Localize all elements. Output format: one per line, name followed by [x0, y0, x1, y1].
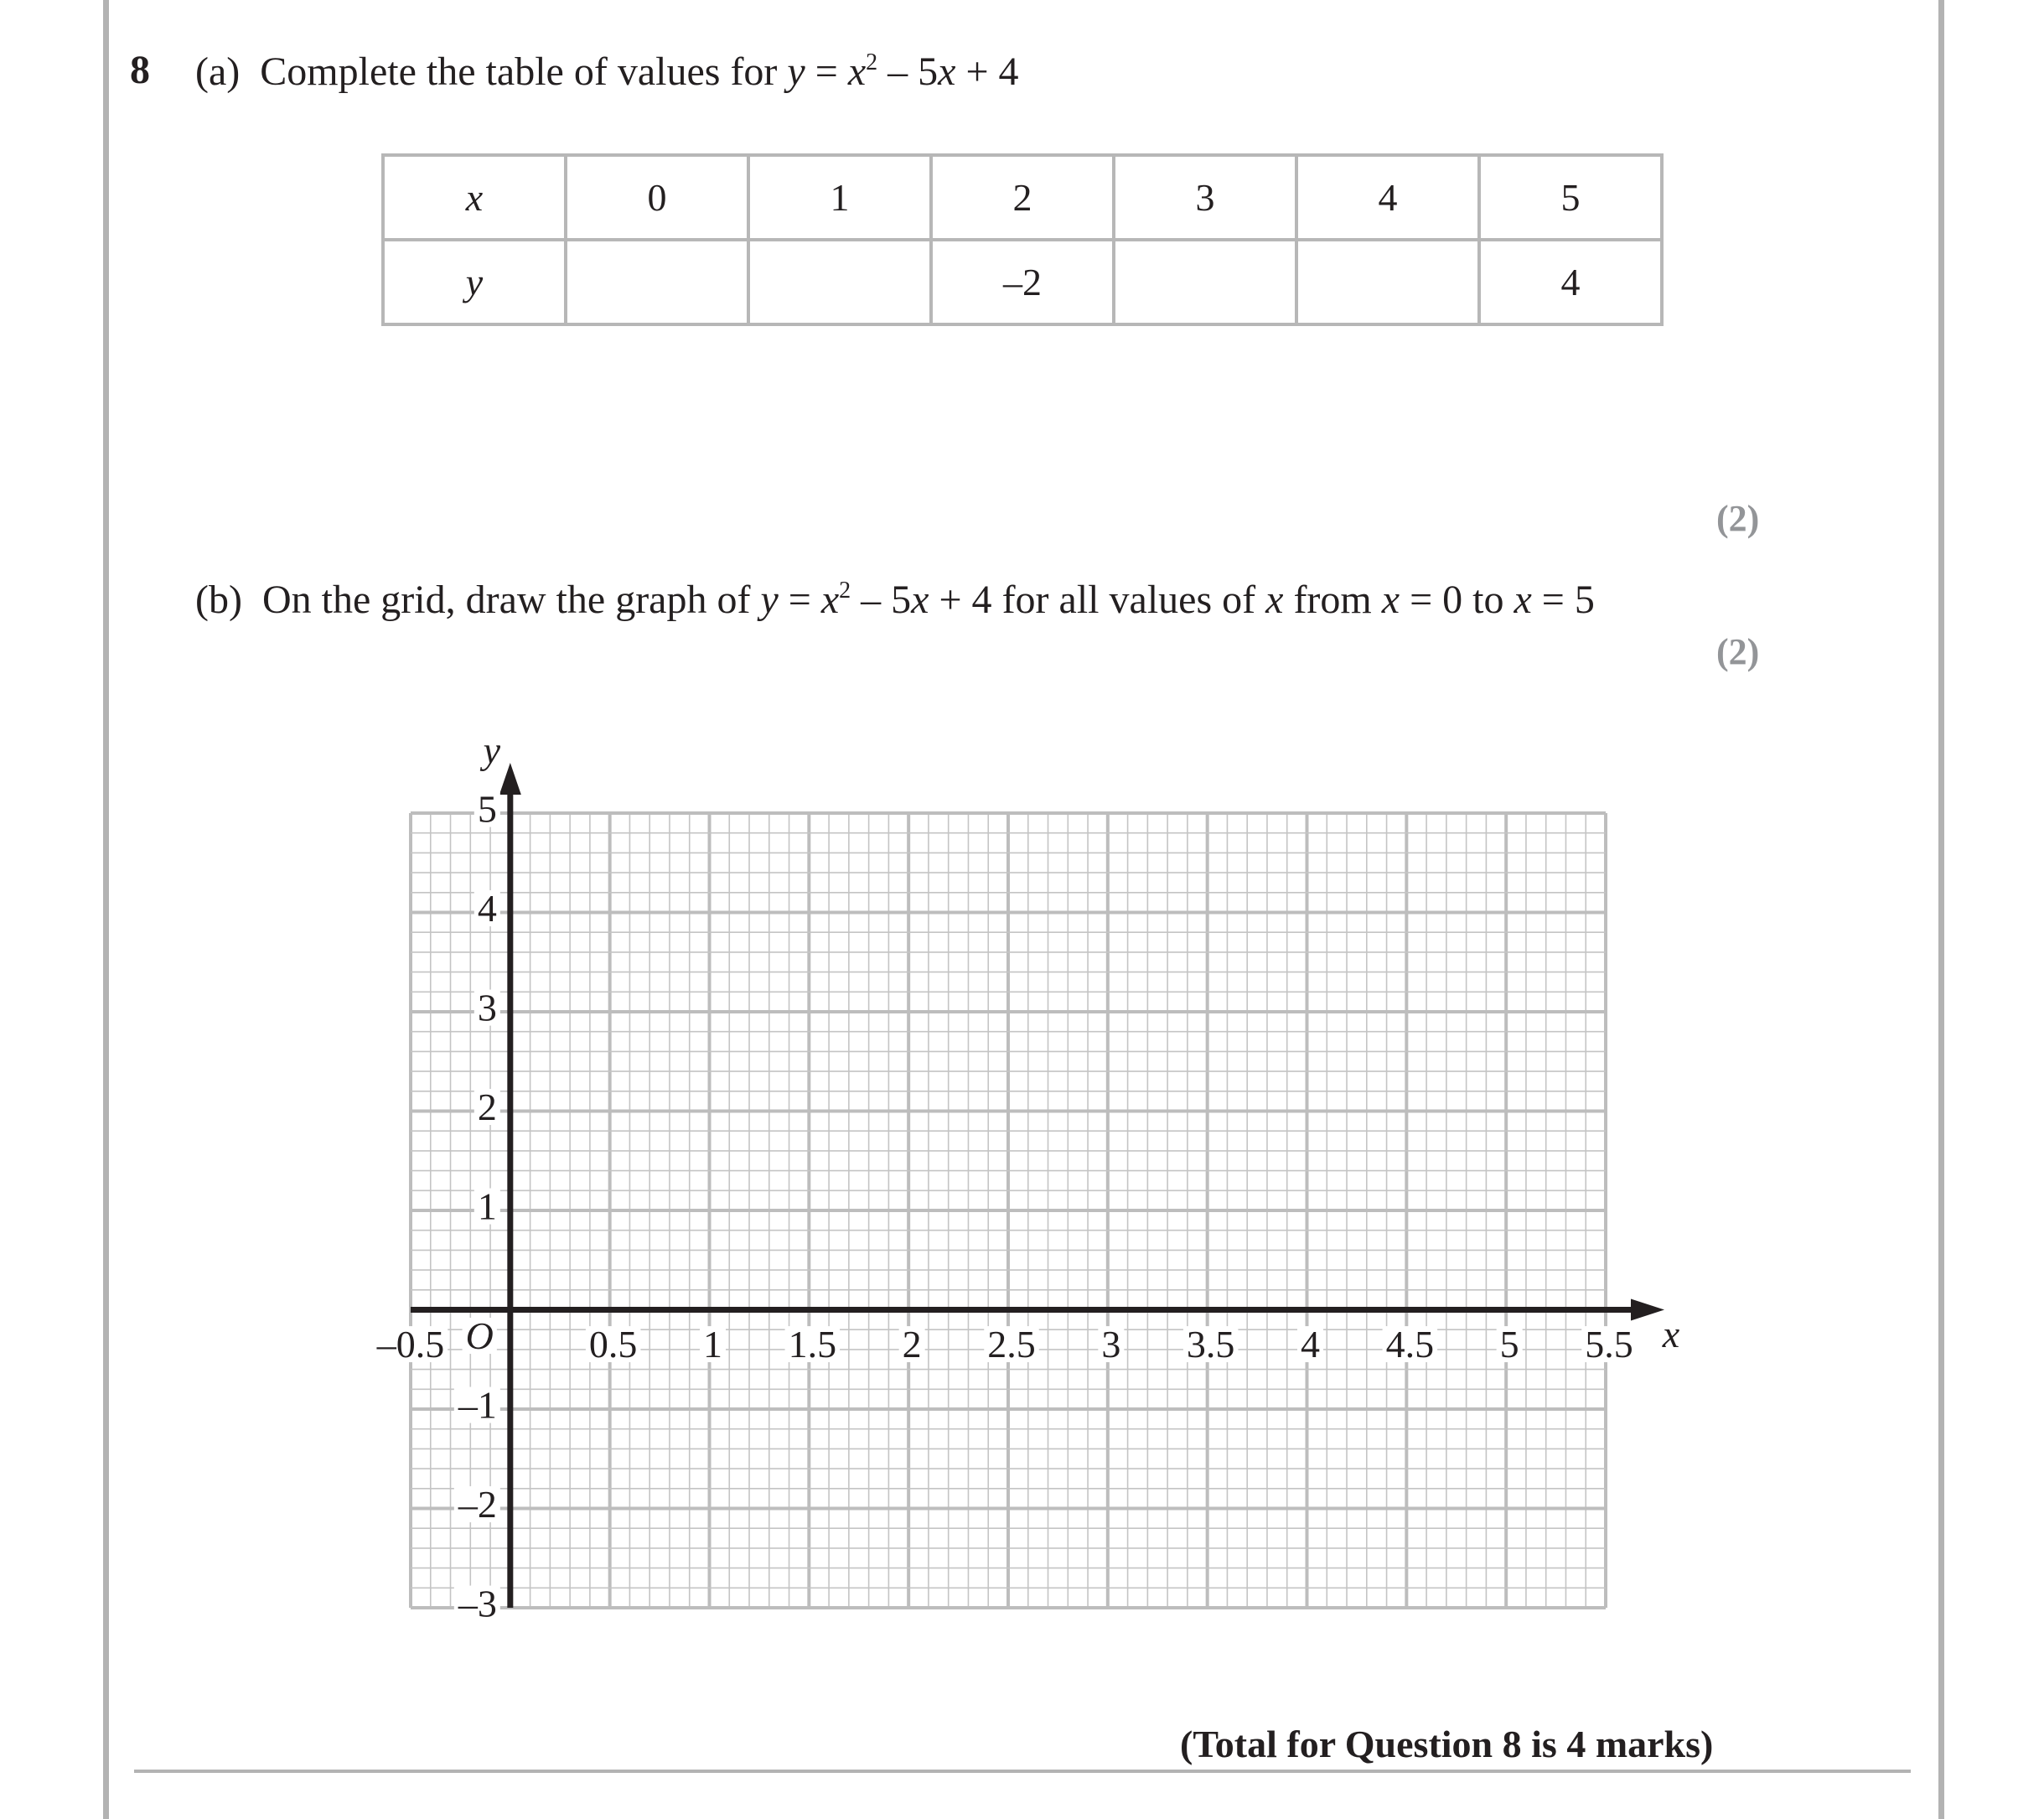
part-b-label: (b) — [195, 578, 242, 622]
part-a-equation: $y = x^2 - 5x + 4$ — [787, 49, 1019, 94]
x-tick-label: 3.5 — [1186, 1323, 1235, 1366]
table-cell-x: 1 — [748, 155, 931, 240]
part-a-label: (a) — [195, 49, 241, 94]
table-header-y: y — [383, 240, 566, 324]
table-cell-y: 4 — [1479, 240, 1662, 324]
question-number: 8 — [130, 48, 150, 92]
x-tick-label: 5.5 — [1585, 1323, 1633, 1366]
table-cell-x: 0 — [566, 155, 748, 240]
x-axis-label: x — [1662, 1313, 1680, 1356]
y-tick-label: 2 — [477, 1086, 497, 1129]
y-tick-label: –2 — [458, 1483, 497, 1526]
table-cell-x: 4 — [1296, 155, 1479, 240]
y-tick-label: 3 — [477, 986, 497, 1029]
x-tick-label: –0.5 — [376, 1323, 445, 1366]
part-b-prompt: (b) On the grid, draw the graph of $y = x^2 - 5x + 4$ for all values of x from x = 0 to x = 5 — [195, 578, 1595, 622]
y-tick-label: –1 — [458, 1383, 497, 1427]
part-b-marks: (2) — [1716, 631, 1760, 672]
part-b-text-2: for all values of — [991, 578, 1266, 622]
x-tick-label: 1 — [703, 1323, 722, 1366]
table-cell-x: 3 — [1114, 155, 1296, 240]
x-tick-label: 4.5 — [1385, 1323, 1435, 1366]
table-cell-x: 2 — [931, 155, 1114, 240]
table-cell-x: 5 — [1479, 155, 1662, 240]
question-total: (Total for Question 8 is 4 marks) — [1180, 1723, 1714, 1765]
part-b-equation: $y = x^2 - 5x + 4$ — [760, 578, 992, 622]
y-tick-label: 5 — [477, 787, 497, 831]
origin-label: O — [465, 1314, 494, 1358]
x-tick-label: 2.5 — [987, 1323, 1036, 1366]
part-b-text: On the grid, draw the graph of — [261, 578, 751, 622]
x-tick-label: 0.5 — [588, 1323, 638, 1366]
part-b-var: x — [1265, 578, 1284, 622]
x-tick-label: 3 — [1101, 1323, 1121, 1366]
y-tick-label: –3 — [458, 1582, 497, 1625]
y-tick-label: 1 — [477, 1184, 497, 1228]
part-b-text-3: from — [1283, 578, 1382, 622]
part-a-text: Complete the table of values for — [260, 49, 778, 94]
x-tick-label: 2 — [902, 1323, 922, 1366]
y-axis-label: y — [483, 728, 501, 772]
x-tick-label: 4 — [1301, 1323, 1320, 1366]
x-tick-label: 5 — [1499, 1323, 1519, 1366]
table-header-x: x — [383, 155, 566, 240]
y-tick-label: 4 — [477, 887, 497, 930]
bottom-rule — [134, 1770, 1911, 1773]
part-a-marks: (2) — [1716, 498, 1760, 539]
x-tick-label: 1.5 — [788, 1323, 837, 1366]
table-cell-y: –2 — [931, 240, 1114, 324]
